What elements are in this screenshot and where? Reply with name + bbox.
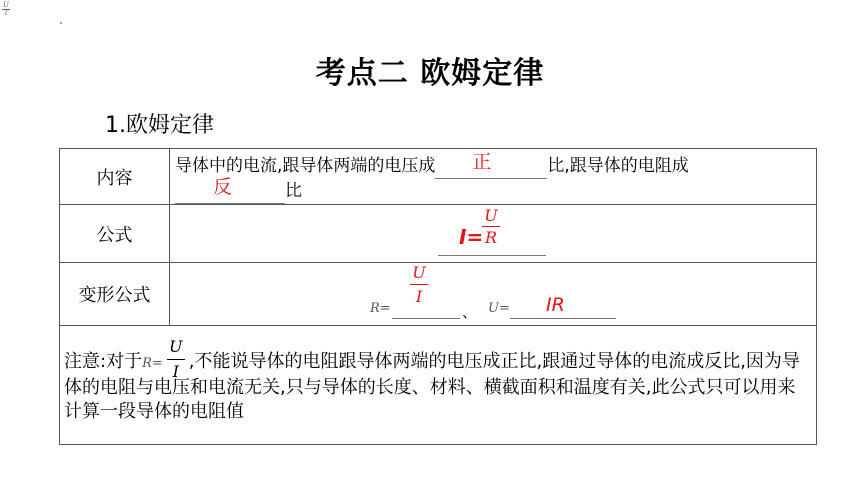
label-content: 内容 (60, 149, 170, 205)
cell-formula (170, 205, 817, 263)
note-text-post: ,不能说导体的电阻跟导体两端的电压成正比,跟通过导体的电流成反比,因为导体的电阻与电压和电流无关,只与导体的长度、材料、横截面积和温度有关,此公式只可以用来计算一段导体的电阻值 (64, 351, 800, 422)
label-variant: 变形公式 (60, 263, 170, 326)
blank-1 (435, 151, 547, 179)
blank-2 (175, 176, 285, 204)
note-paragraph (64, 337, 812, 424)
decorative-dot (60, 22, 62, 24)
note-r-prefix: R= (142, 356, 163, 371)
table-row-content (60, 149, 817, 205)
note-text-pre: 注意:对于 (64, 351, 143, 372)
variant-r-denominator: I (415, 287, 423, 306)
variant-r-underline (392, 318, 460, 319)
ohm-law-table (59, 148, 817, 445)
formula-lhs: I= (459, 225, 484, 249)
content-text-c: 比 (285, 181, 302, 201)
corner-formula (0, 2, 12, 17)
page-title: 考点二 欧姆定律 (315, 56, 545, 91)
section-subtitle: 1.欧姆定律 (105, 113, 214, 138)
variant-r-fraction (410, 263, 428, 306)
content-text-a: 导体中的电流,跟导体两端的电压成 (175, 156, 436, 176)
variant-r-prefix: R= (370, 301, 391, 316)
cell-variant (170, 263, 817, 326)
variant-u-underline (510, 318, 616, 319)
cell-content (170, 149, 817, 205)
corner-numerator: U (3, 1, 9, 9)
answer-1: 正 (472, 151, 492, 173)
table-row-variant (60, 263, 817, 326)
variant-u-prefix: U= (488, 301, 510, 316)
table-row-formula (60, 205, 817, 263)
label-formula: 公式 (60, 205, 170, 263)
formula-numerator: U (484, 206, 498, 225)
formula-underline (438, 255, 546, 256)
formula-fraction (482, 207, 500, 246)
note-denominator: I (172, 362, 179, 381)
table-row-note (60, 326, 817, 445)
content-text-b: 比,跟导体的电阻成 (547, 156, 689, 176)
variant-separator: 、 (462, 303, 478, 321)
variant-r-numerator: U (412, 263, 426, 282)
answer-2: 反 (213, 176, 233, 198)
note-numerator: U (169, 337, 183, 356)
variant-u-answer: IR (546, 294, 565, 316)
formula-denominator: R (484, 228, 498, 247)
cell-note (60, 326, 817, 445)
corner-denominator: I (4, 9, 8, 17)
